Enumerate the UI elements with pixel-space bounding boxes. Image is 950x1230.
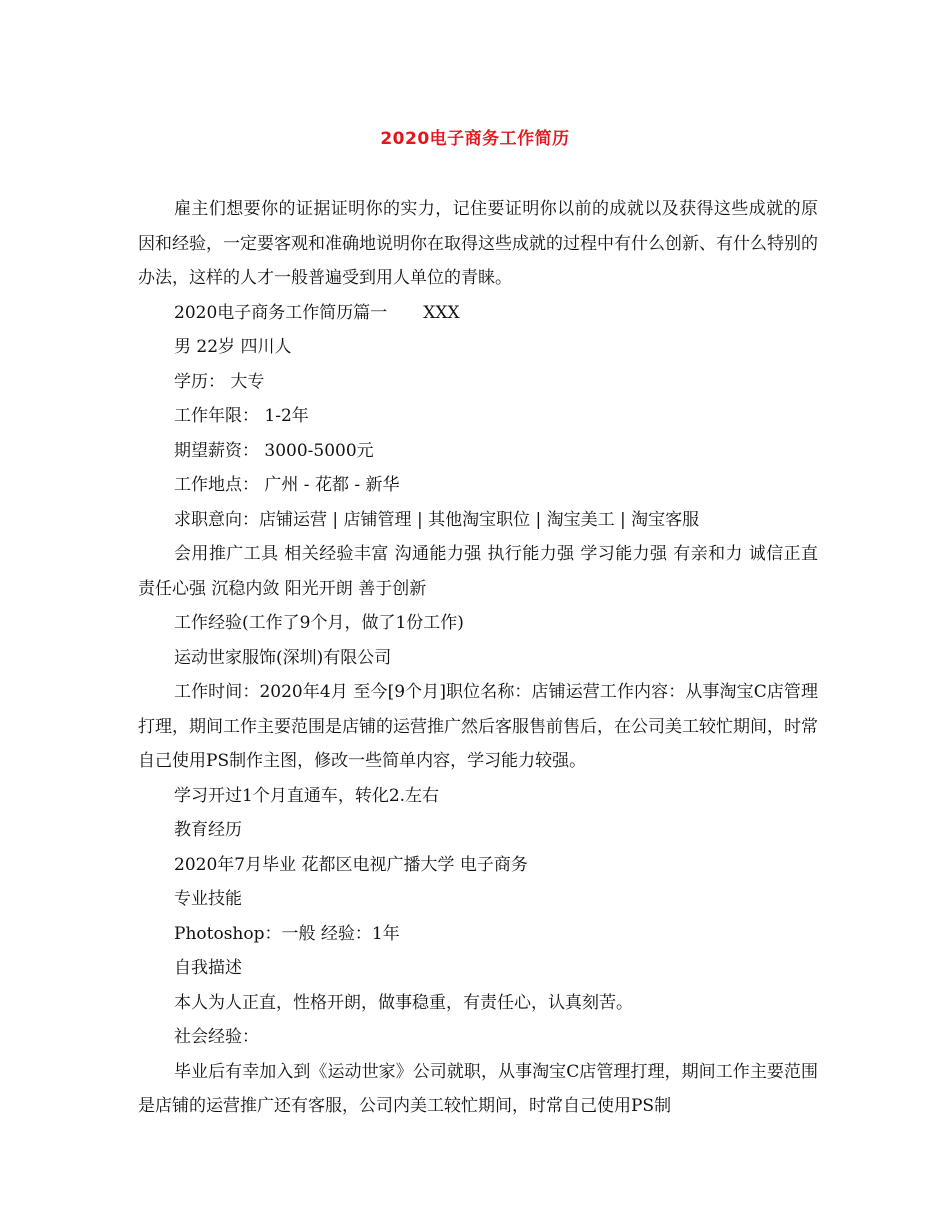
document-title: 2020电子商务工作简历 xyxy=(380,129,570,149)
resume-heading-line xyxy=(138,296,818,331)
document-body xyxy=(138,192,818,1124)
skills-heading: 专业技能 xyxy=(174,889,242,909)
resume-name: XXX xyxy=(423,302,460,323)
job-detail-paragraph: 工作时间：2020年4月 至今[9个月]职位名称：店铺运营工作内容：从事淘宝C店管理打理，期间工作主要范围是店铺的运营推广然后客服售前售后，在公司美工较忙期间，时常自己使用PS制作主图，修改一些简单内容，学习能力较强。 xyxy=(138,682,818,771)
social-experience-heading: 社会经验： xyxy=(174,1027,259,1047)
skills-detail: Photoshop：一般 经验：1年 xyxy=(174,923,400,944)
education-heading: 教育经历 xyxy=(174,820,242,840)
intro-paragraph: 雇主们想要你的证据证明你的实力，记住要证明你以前的成就以及获得这些成就的原因和经验，一定要客观和准确地说明你在取得这些成就的过程中有什么创新、有什么特别的办法，这样的人才一般普遍受到用人单位的青睐。 xyxy=(138,199,818,288)
company-name: 运动世家服饰(深圳)有限公司 xyxy=(174,647,392,668)
work-years: 工作年限： 1-2年 xyxy=(174,406,309,426)
work-experience-heading: 工作经验(工作了9个月，做了1份工作) xyxy=(174,613,464,633)
work-location: 工作地点： 广州 - 花都 - 新华 xyxy=(174,475,400,495)
self-description: 本人为人正直，性格开朗，做事稳重，有责任心，认真刻苦。 xyxy=(174,992,633,1013)
job-intention: 求职意向：店铺运营 | 店铺管理 | 其他淘宝职位 | 淘宝美工 | 淘宝客服 xyxy=(174,509,700,530)
education-level: 学历： 大专 xyxy=(174,371,265,392)
study-note: 学习开过1个月直通车，转化2.左右 xyxy=(174,785,440,806)
resume-heading: 2020电子商务工作简历篇一 xyxy=(174,302,388,323)
self-description-heading: 自我描述 xyxy=(174,958,242,978)
expected-salary: 期望薪资： 3000-5000元 xyxy=(174,440,374,461)
traits-paragraph: 会用推广工具 相关经验丰富 沟通能力强 执行能力强 学习能力强 有亲和力 诚信正直 责任心强 沉稳内敛 阳光开朗 善于创新 xyxy=(138,544,818,599)
basic-info: 男 22岁 四川人 xyxy=(174,337,292,357)
education-detail: 2020年7月毕业 花都区电视广播大学 电子商务 xyxy=(174,854,528,875)
social-experience-paragraph: 毕业后有幸加入到《运动世家》公司就职，从事淘宝C店管理打理，期间工作主要范围是店铺的运营推广还有客服，公司内美工较忙期间，时常自己使用PS制 xyxy=(138,1061,818,1116)
